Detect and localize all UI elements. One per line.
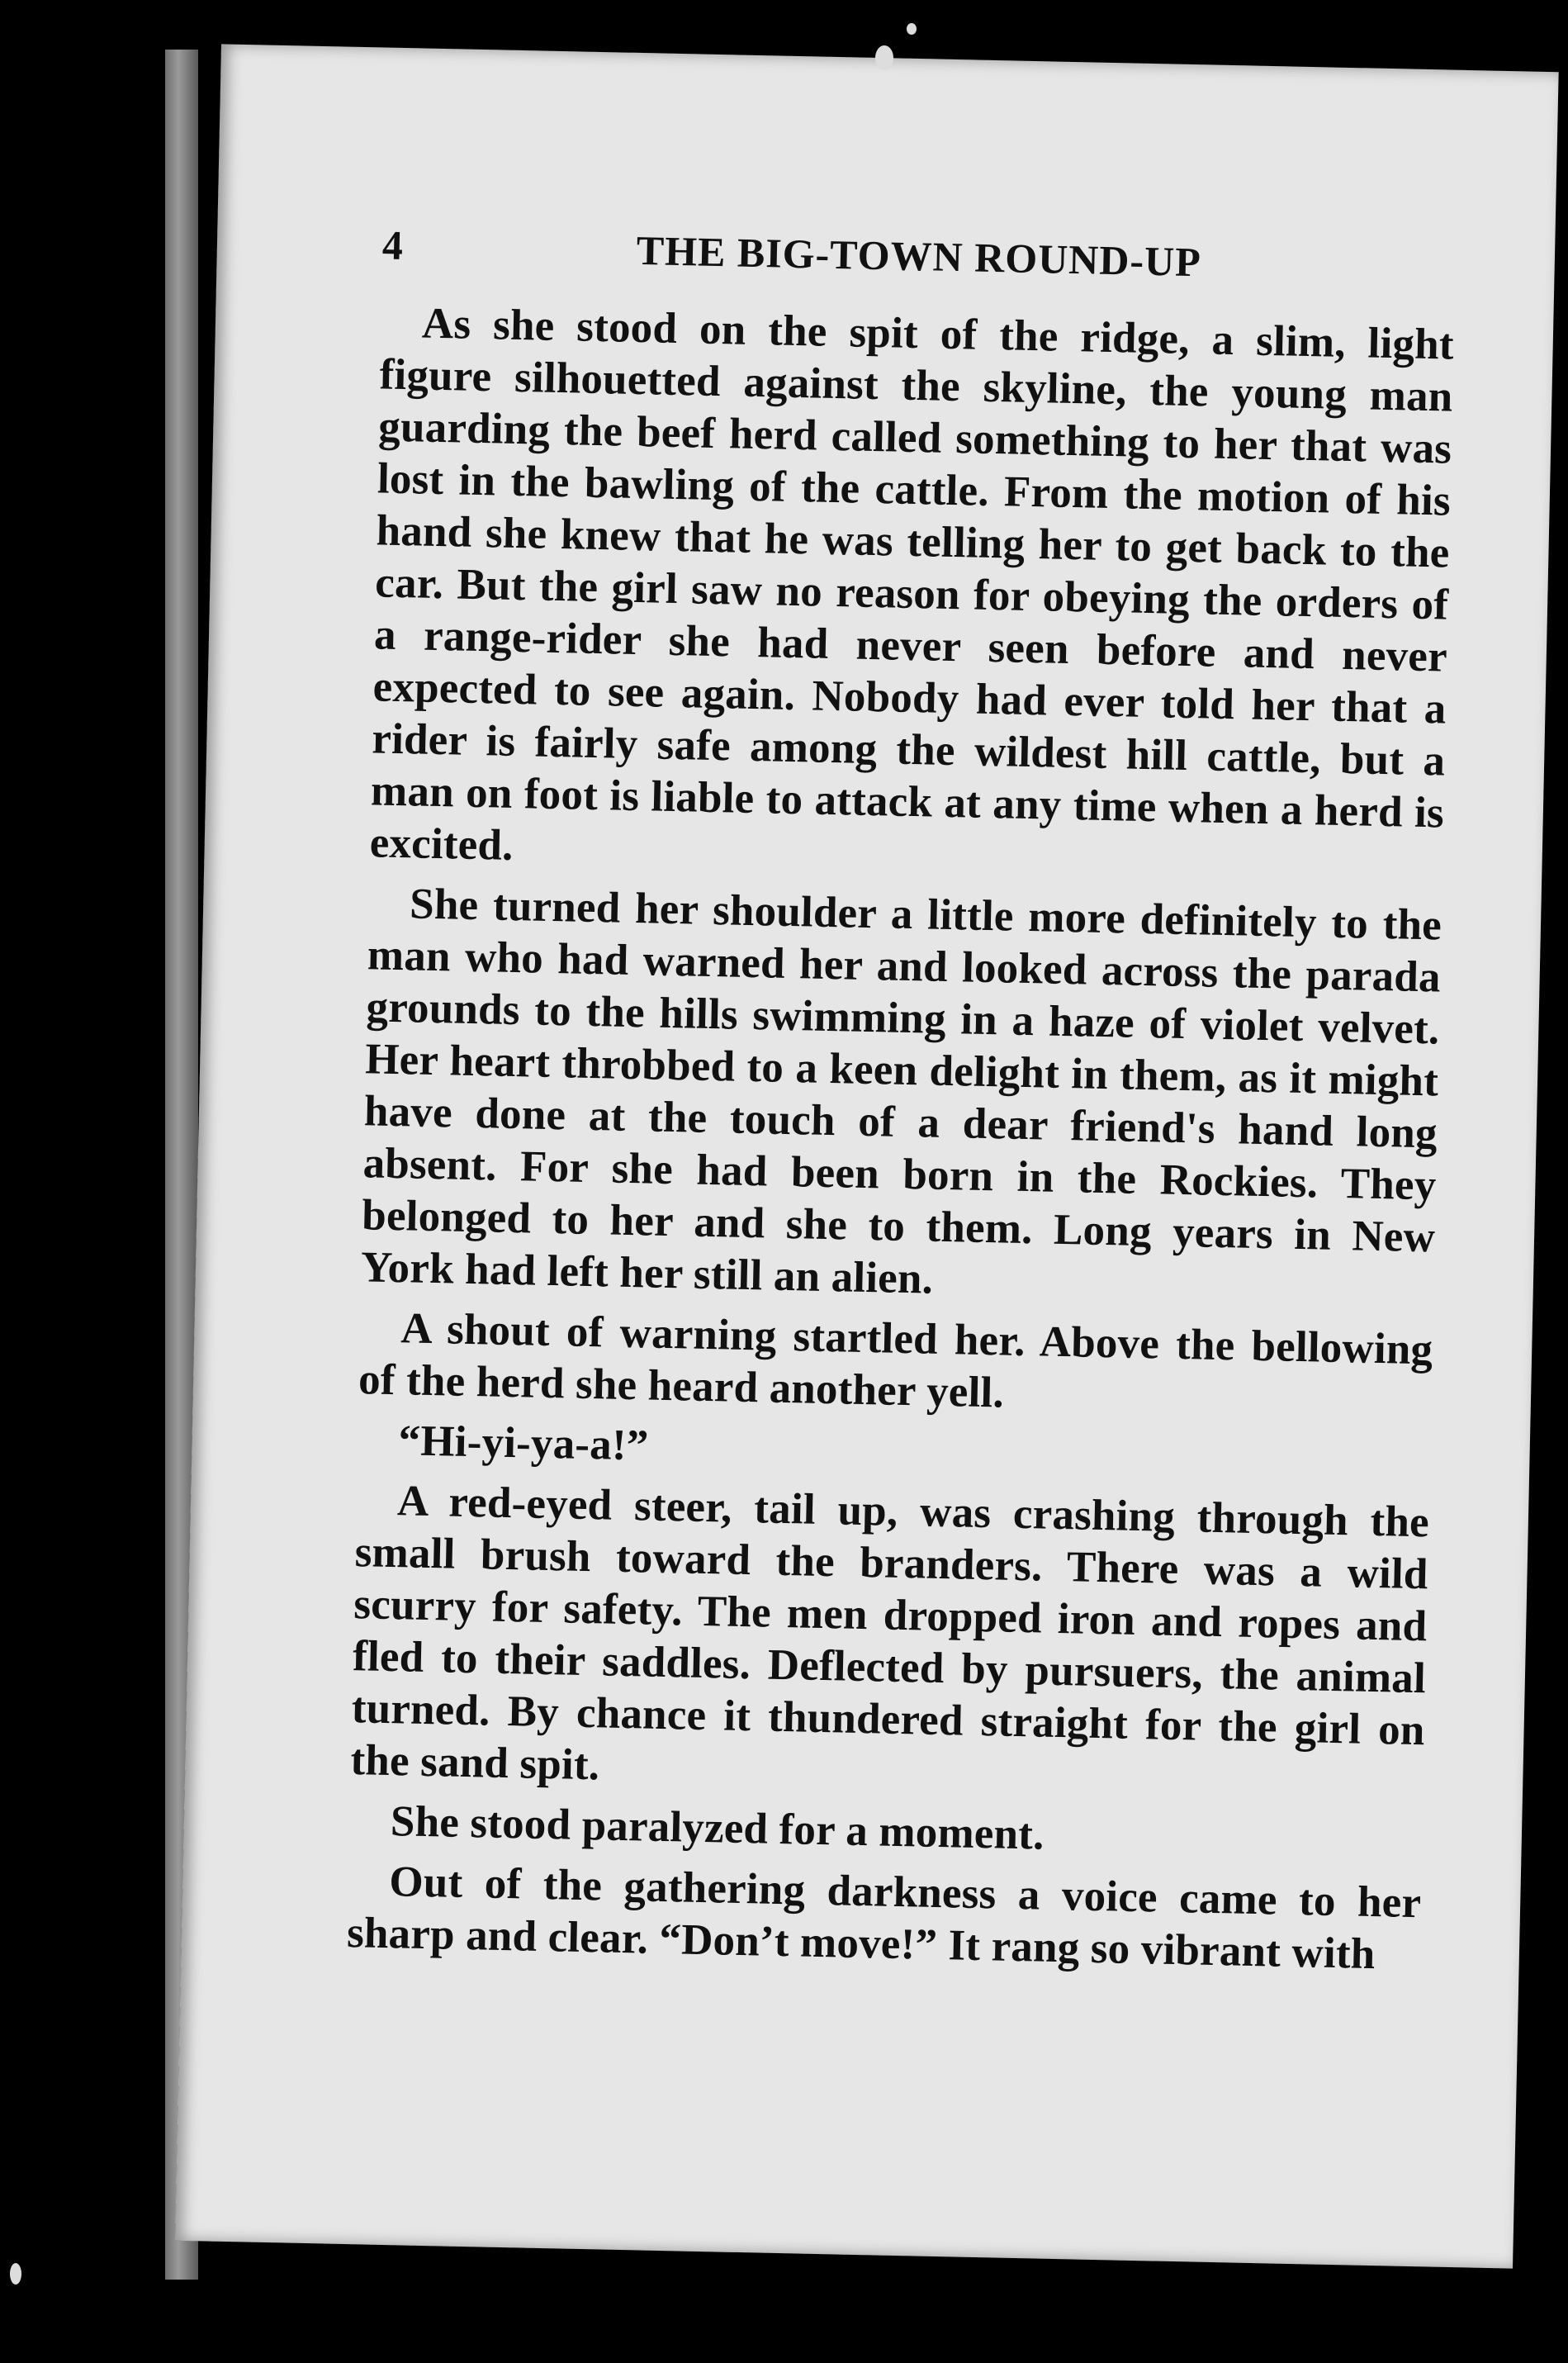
paragraph-7: Out of the gathering darkness a voice came to her sharp and clear. “Don’t move!” It rang so vibrant with — [346, 1858, 1422, 1979]
page-header — [381, 221, 1456, 291]
paragraph-6: She stood paralyzed for a moment. — [390, 1797, 1045, 1859]
page-number: 4 — [381, 221, 405, 269]
dust-speck — [907, 23, 917, 35]
dust-speck — [875, 45, 893, 70]
dust-speck — [10, 2263, 21, 2285]
page-sheet — [175, 44, 1558, 2268]
paragraph-1: As she stood on the spit of the ridge, a slim, light figure silhouetted against the skyline, the young man guarding the beef herd called something to her that was lost in the bawling of the cattle. From the motion of his hand she knew that he was telling her to get back to the car. But the girl saw no reason for obeying the orders of a range-rider she had never seen before and never expected to see again. Nobody had ever told her that a rider is fairly safe among the wildest hill cattle, but a man on foot is liable to attack at any time when a herd is excited. — [369, 299, 1455, 870]
paragraph-3: A shout of warning startled her. Above the bellowing of the herd she heard another yell. — [358, 1304, 1433, 1417]
running-head: THE BIG-TOWN ROUND-UP — [636, 226, 1202, 286]
text-block — [346, 221, 1456, 1990]
paragraph-5: A red-eyed steer, tail up, was crashing through the small brush toward the branders. There was a wild scurry for safety. The men dropped iron and ropes and fled to their saddles. Deflected by pursuers, the animal turned. By chance it thundered straight for the girl on the sand spit. — [349, 1477, 1430, 1790]
paragraph-2: She turned her shoulder a little more definitely to the man who had warned her and looked across the parada grounds to the hills swimming in a haze of violet velvet. Her heart throbbed to a keen delight in them, as it might have done at the touch of a dear friend's hand long absent. For she had been born in the Rockies. They belonged to her and she to them. Long years in New York had left her still an alien. — [360, 880, 1442, 1303]
paragraph-4: “Hi-yi-ya-a!” — [398, 1416, 650, 1470]
